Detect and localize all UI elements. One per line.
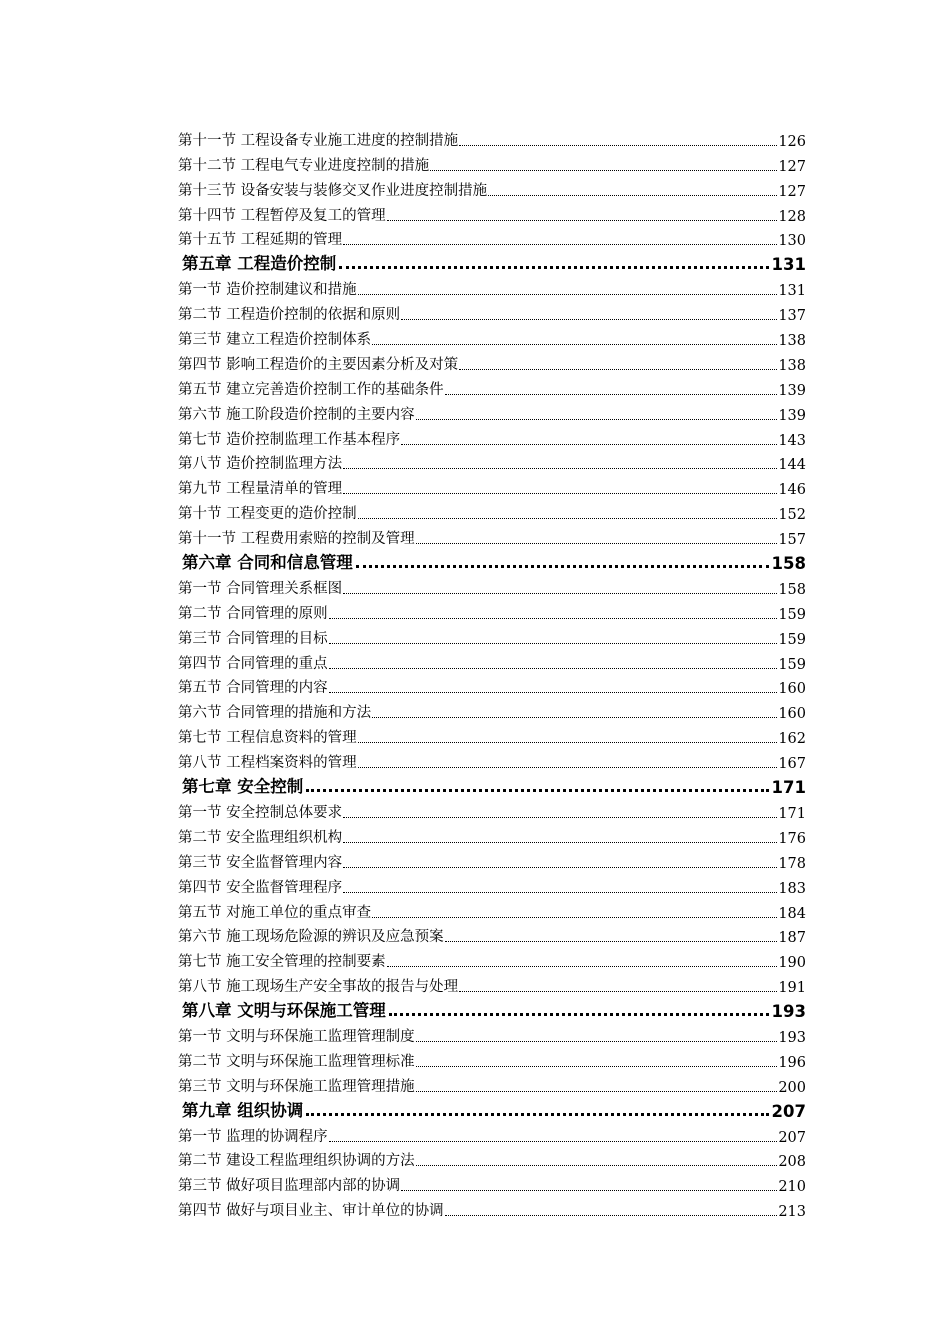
dot-leader [416,1066,778,1067]
toc-chapter-entry[interactable] [178,996,806,1021]
dot-leader [358,742,778,743]
dot-leader [401,444,777,445]
toc-section-entry[interactable] [178,274,806,299]
dot-leader [343,892,777,893]
toc-entry-title: 第三节 做好项目监理部内部的协调 [178,1178,401,1195]
toc-section-entry[interactable] [178,424,806,449]
toc-entry-page-number: 159 [778,631,806,648]
toc-entry-title: 第三节 文明与环保施工监理管理措施 [178,1078,415,1095]
dot-leader [372,917,777,918]
toc-entry-title: 第七节 造价控制监理工作基本程序 [178,431,401,448]
dot-leader [358,294,778,295]
toc-entry-title: 第五章 工程造价控制 [182,254,337,274]
toc-entry-page-number: 159 [778,656,806,673]
dot-leader [416,419,778,420]
dot-leader [339,266,768,269]
toc-entry-title: 第一节 文明与环保施工监理管理制度 [178,1028,415,1045]
toc-section-entry[interactable] [178,971,806,996]
toc-entry-title: 第五节 对施工单位的重点审查 [178,904,372,921]
toc-section-entry[interactable] [178,473,806,498]
toc-entry-page-number: 131 [771,255,806,275]
toc-section-entry[interactable] [178,598,806,623]
dot-leader [401,319,777,320]
dot-leader [329,668,778,669]
toc-entry-page-number: 187 [778,930,806,947]
toc-entry-page-number: 139 [778,382,806,399]
toc-entry-title: 第四节 做好与项目业主、审计单位的协调 [178,1203,444,1220]
toc-entry-page-number: 178 [778,855,806,872]
toc-section-entry[interactable] [178,200,806,225]
toc-entry-page-number: 146 [778,482,806,499]
dot-leader [343,817,777,818]
dot-leader [459,369,777,370]
toc-entry-page-number: 130 [778,233,806,250]
dot-leader [445,1215,778,1216]
toc-entry-title: 第五节 建立完善造价控制工作的基础条件 [178,381,444,398]
dot-leader [343,867,777,868]
toc-entry-page-number: 143 [778,432,806,449]
toc-section-entry[interactable] [178,673,806,698]
toc-entry-title: 第四节 影响工程造价的主要因素分析及对策 [178,356,459,373]
toc-entry-page-number: 196 [778,1054,806,1071]
toc-entry-title: 第八节 施工现场生产安全事故的报告与处理 [178,979,459,996]
dot-leader [387,220,778,221]
toc-entry-page-number: 193 [778,1029,806,1046]
toc-section-entry[interactable] [178,225,806,250]
toc-entry-page-number: 131 [778,283,806,300]
toc-section-entry[interactable] [178,150,806,175]
dot-leader [329,692,778,693]
toc-section-entry[interactable] [178,697,806,722]
toc-section-entry[interactable] [178,1046,806,1071]
toc-entry-page-number: 176 [778,830,806,847]
dot-leader [329,618,778,619]
dot-leader [488,195,777,196]
dot-leader [343,493,777,494]
toc-entry-title: 第六章 合同和信息管理 [182,553,353,573]
toc-entry-page-number: 200 [778,1079,806,1096]
toc-entry-title: 第九节 工程量清单的管理 [178,481,343,498]
toc-section-entry[interactable] [178,1146,806,1171]
dot-leader [416,543,778,544]
toc-entry-title: 第二节 文明与环保施工监理管理标准 [178,1053,415,1070]
dot-leader [416,1165,778,1166]
dot-leader [430,170,777,171]
toc-section-entry[interactable] [178,1071,806,1096]
toc-entry-page-number: 126 [778,133,806,150]
toc-entry-title: 第四节 合同管理的重点 [178,655,328,672]
toc-entry-title: 第九章 组织协调 [182,1100,304,1120]
toc-section-entry[interactable] [178,872,806,897]
dot-leader [306,789,768,792]
dot-leader [343,244,777,245]
toc-section-entry[interactable] [178,722,806,747]
toc-entry-page-number: 167 [778,756,806,773]
toc-section-entry[interactable] [178,523,806,548]
toc-entry-title: 第五节 合同管理的内容 [178,680,328,697]
toc-entry-page-number: 152 [778,507,806,524]
toc-entry-page-number: 127 [778,183,806,200]
toc-entry-page-number: 127 [778,158,806,175]
toc-entry-page-number: 184 [778,905,806,922]
toc-section-entry[interactable] [178,1021,806,1046]
toc-section-entry[interactable] [178,1195,806,1220]
dot-leader [387,966,778,967]
toc-section-entry[interactable] [178,449,806,474]
dot-leader [372,344,777,345]
toc-section-entry[interactable] [178,374,806,399]
dot-leader [358,767,778,768]
toc-entry-page-number: 144 [778,457,806,474]
toc-entry-title: 第一节 安全控制总体要求 [178,804,343,821]
toc-section-entry[interactable] [178,349,806,374]
toc-entry-title: 第十二节 工程电气专业进度控制的措施 [178,157,430,174]
toc-chapter-entry[interactable] [178,772,806,797]
dot-leader [306,1113,768,1116]
toc-section-entry[interactable] [178,324,806,349]
toc-section-entry[interactable] [178,573,806,598]
toc-entry-page-number: 128 [778,208,806,225]
dot-leader [372,717,777,718]
toc-section-entry[interactable] [178,623,806,648]
toc-entry-page-number: 207 [778,1129,806,1146]
dot-leader [445,394,778,395]
toc-entry-page-number: 138 [778,333,806,350]
toc-entry-title: 第六节 合同管理的措施和方法 [178,705,372,722]
toc-entry-title: 第八章 文明与环保施工管理 [182,1001,386,1021]
toc-section-entry[interactable] [178,399,806,424]
toc-section-entry[interactable] [178,946,806,971]
toc-entry-title: 第七节 工程信息资料的管理 [178,730,357,747]
toc-section-entry[interactable] [178,1170,806,1195]
dot-leader [343,593,777,594]
dot-leader [389,1013,769,1016]
dot-leader [329,1141,778,1142]
toc-section-entry[interactable] [178,922,806,947]
toc-entry-page-number: 190 [778,955,806,972]
toc-entry-page-number: 162 [778,731,806,748]
toc-entry-title: 第六节 施工阶段造价控制的主要内容 [178,406,415,423]
toc-entry-title: 第一节 造价控制建议和措施 [178,282,357,299]
toc-section-entry[interactable] [178,747,806,772]
toc-entry-page-number: 160 [778,681,806,698]
toc-entry-page-number: 171 [771,778,806,798]
dot-leader [459,991,777,992]
dot-leader [401,1190,777,1191]
dot-leader [445,941,778,942]
toc-section-entry[interactable] [178,897,806,922]
dot-leader [416,1041,778,1042]
toc-entry-page-number: 208 [778,1154,806,1171]
toc-entry-title: 第二节 安全监理组织机构 [178,829,343,846]
toc-entry-page-number: 183 [778,880,806,897]
toc-entry-page-number: 171 [778,805,806,822]
toc-entry-page-number: 158 [778,581,806,598]
toc-section-entry[interactable] [178,125,806,150]
toc-entry-page-number: 159 [778,606,806,623]
toc-entry-page-number: 207 [771,1101,806,1121]
dot-leader [343,842,777,843]
toc-entry-title: 第二节 合同管理的原则 [178,605,328,622]
toc-entry-title: 第四节 安全监督管理程序 [178,879,343,896]
toc-entry-title: 第六节 施工现场危险源的辨识及应急预案 [178,929,444,946]
toc-entry-title: 第三节 合同管理的目标 [178,630,328,647]
toc-entry-title: 第十三节 设备安装与装修交叉作业进度控制措施 [178,182,488,199]
toc-section-entry[interactable] [178,822,806,847]
toc-section-entry[interactable] [178,498,806,523]
dot-leader [356,565,769,568]
toc-entry-title: 第十节 工程变更的造价控制 [178,506,357,523]
toc-entry-title: 第八节 造价控制监理方法 [178,456,343,473]
dot-leader [459,145,777,146]
dot-leader [358,518,778,519]
toc-entry-title: 第八节 工程档案资料的管理 [178,755,357,772]
toc-section-entry[interactable] [178,299,806,324]
toc-entry-title: 第十五节 工程延期的管理 [178,232,343,249]
toc-entry-page-number: 137 [778,308,806,325]
toc-entry-title: 第十一节 工程设备专业施工进度的控制措施 [178,132,459,149]
toc-entry-title: 第十一节 工程费用索赔的控制及管理 [178,531,415,548]
toc-entry-page-number: 158 [771,554,806,574]
dot-leader [329,643,778,644]
toc-entry-title: 第二节 建设工程监理组织协调的方法 [178,1153,415,1170]
toc-entry-title: 第三节 安全监督管理内容 [178,854,343,871]
dot-leader [343,468,777,469]
toc-entry-title: 第一节 监理的协调程序 [178,1128,328,1145]
toc-entry-title: 第一节 合同管理关系框图 [178,580,343,597]
toc-section-entry[interactable] [178,847,806,872]
toc-entry-page-number: 157 [778,532,806,549]
toc-section-entry[interactable] [178,648,806,673]
toc-entry-title: 第七章 安全控制 [182,777,304,797]
toc-section-entry[interactable] [178,175,806,200]
toc-entry-page-number: 191 [778,980,806,997]
toc-entry-title: 第二节 工程造价控制的依据和原则 [178,307,401,324]
toc-section-entry[interactable] [178,797,806,822]
toc-entry-page-number: 160 [778,706,806,723]
dot-leader [416,1091,778,1092]
toc-entry-page-number: 213 [778,1204,806,1221]
toc-entry-page-number: 138 [778,357,806,374]
toc-entry-page-number: 139 [778,407,806,424]
toc-chapter-entry[interactable] [178,548,806,573]
toc-entry-title: 第十四节 工程暂停及复工的管理 [178,207,386,224]
toc-entry-title: 第七节 施工安全管理的控制要素 [178,954,386,971]
table-of-contents [178,125,806,1220]
toc-chapter-entry[interactable] [178,249,806,274]
toc-entry-title: 第三节 建立工程造价控制体系 [178,332,372,349]
toc-entry-page-number: 210 [778,1179,806,1196]
toc-section-entry[interactable] [178,1121,806,1146]
toc-chapter-entry[interactable] [178,1096,806,1121]
toc-entry-page-number: 193 [771,1002,806,1022]
